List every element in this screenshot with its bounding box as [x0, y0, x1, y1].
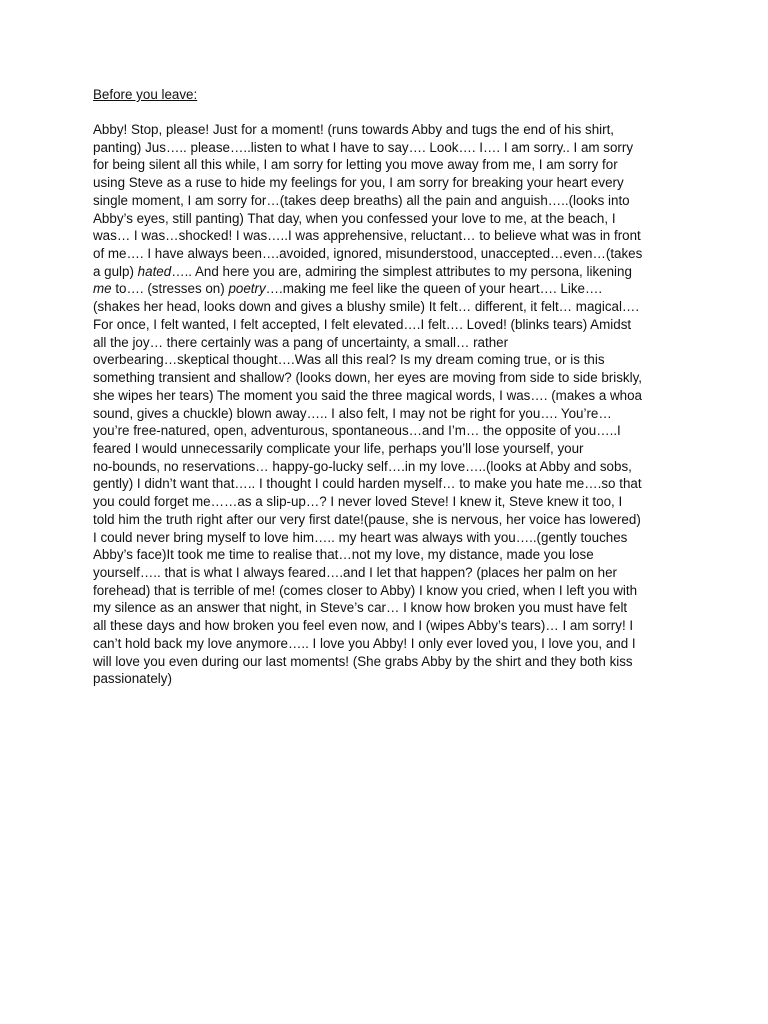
body-line: me to…. (stresses on) poetry….making me feel like the queen of your heart…. Like….: [93, 281, 603, 297]
body-line: can’t hold back my love anymore….. I love you Abby! I only ever loved you, I love you, and I: [93, 635, 636, 651]
body-line: gently) I didn’t want that….. I thought I could harden myself… to make you hate me….so that: [93, 476, 642, 492]
body-line: For once, I felt wanted, I felt accepted, I felt elevated….I felt…. Loved! (blinks tears) Amidst: [93, 316, 632, 332]
body-line: overbearing…skeptical thought….Was all this real? Is my dream coming true, or is this: [93, 352, 605, 368]
document-title: Before you leave:: [93, 87, 198, 102]
body-line: my silence as an answer that night, in Steve’s car… I know how broken you must have felt: [93, 600, 628, 616]
body-line: sound, gives a chuckle) blown away….. I also felt, I may not be right for you…. You’re…: [93, 405, 612, 421]
emphasized-word: hated: [137, 263, 172, 279]
body-line: you could forget me……as a slip-up…? I never loved Steve! I knew it, Steve knew it too, I: [93, 494, 623, 510]
body-line: no-bounds, no reservations… happy-go-lucky self….in my love…..(looks at Abby and sobs,: [93, 458, 632, 474]
body-line: Abby’s eyes, still panting) That day, when you confessed your love to me, at the beach, I: [93, 210, 616, 226]
emphasized-word: poetry: [228, 281, 266, 297]
body-line: Abby’s face)It took me time to realise that…not my love, my distance, made you lose: [93, 547, 594, 563]
emphasized-word: me: [93, 281, 112, 297]
body-line: all these days and how broken you feel even now, and I (wipes Abby’s tears)… I am sorry! I: [93, 618, 634, 634]
body-line: told him the truth right after our very first date!(pause, she is nervous, her voice has lowered): [93, 511, 641, 527]
body-line: she wipes her tears) The moment you said the three magical words, I was…. (makes a whoa: [93, 387, 643, 403]
body-line: you’re free-natured, open, adventurous, spontaneous…and I’m… the opposite of you…..I: [93, 423, 621, 439]
body-line: yourself….. that is what I always feared….and I let that happen? (places her palm on her: [93, 564, 618, 580]
body-line: something transient and shallow? (looks down, her eyes are moving from side to side briskly,: [93, 370, 643, 386]
body-line: will love you even during our last moments! (She grabs Abby by the shirt and they both kiss: [93, 653, 633, 669]
body-line: panting) Jus….. please…..listen to what I have to say…. Look…. I…. I am sorry.. I am sorry: [93, 139, 634, 155]
body-line: all the joy… there certainly was a pang of uncertainty, a small… rather: [93, 334, 509, 350]
body-line: I could never bring myself to love him….. my heart was always with you…..(gently touches: [93, 529, 628, 545]
body-line: feared I would unnecessarily complicate your life, perhaps you’ll lose yourself, your: [93, 440, 584, 456]
body-line: single moment, I am sorry for…(takes deep breaths) all the pain and anguish…..(looks into: [93, 192, 630, 208]
body-line: Abby! Stop, please! Just for a moment! (runs towards Abby and tugs the end of his shirt,: [93, 122, 615, 137]
body-line: of me…. I have always been….avoided, ignored, misunderstood, unaccepted…even…(takes: [93, 246, 643, 262]
body-line: passionately): [93, 671, 172, 687]
document-body: [93, 121, 693, 688]
body-line: was… I was…shocked! I was…..I was apprehensive, reluctant… to believe what was in front: [93, 228, 641, 244]
body-line: a gulp) hated….. And here you are, admiring the simplest attributes to my persona, likening: [93, 263, 632, 279]
body-line: for being silent all this while, I am sorry for letting you move away from me, I am sorry for: [93, 157, 618, 173]
body-line: (shakes her head, looks down and gives a blushy smile) It felt… different, it felt… magical….: [93, 299, 640, 315]
body-line: using Steve as a ruse to hide my feelings for you, I am sorry for breaking your heart every: [93, 175, 624, 191]
body-line: forehead) that is terrible of me! (comes closer to Abby) I know you cried, when I left you with: [93, 582, 638, 598]
